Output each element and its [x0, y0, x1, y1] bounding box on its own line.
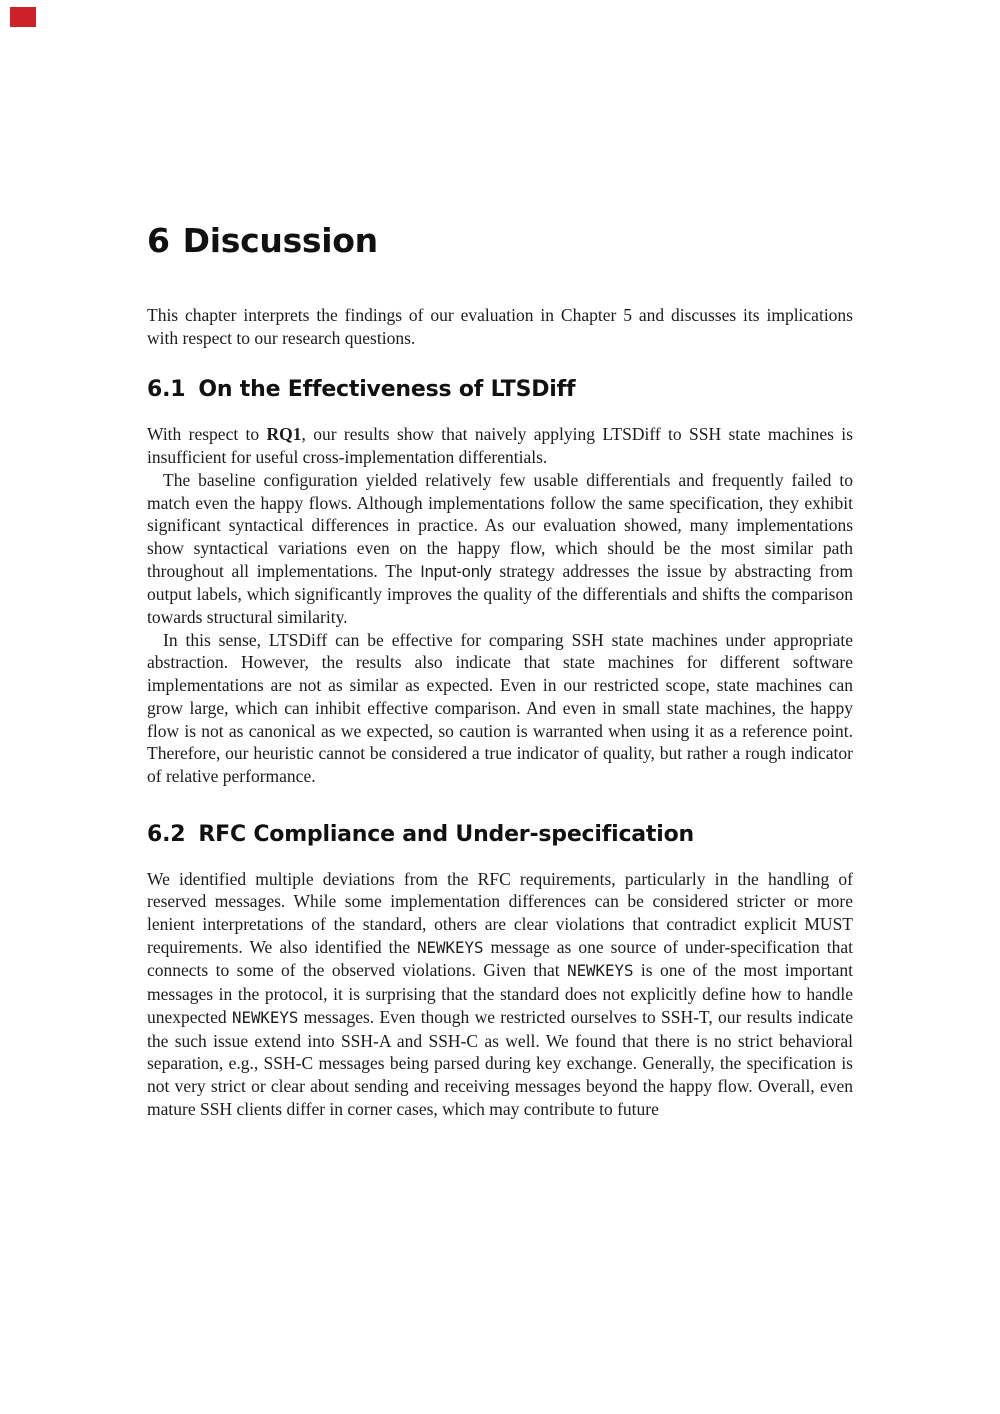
paragraph — [147, 868, 853, 1121]
section-title: RFC Compliance and Under-specification — [198, 821, 694, 847]
click-marker — [10, 7, 36, 27]
text-segment-sans: Input-only — [420, 562, 492, 581]
section-effectiveness-of-ltsdiff — [147, 376, 853, 787]
intro-paragraph: This chapter interprets the findings of our evaluation in Chapter 5 and discusses its implications with respect to our research questions. — [147, 305, 853, 348]
text-segment-mono: NEWKEYS — [231, 1007, 299, 1027]
text-segment: strategy addresses the issue by abstracting from output labels, which significantly improves the quality of the differentials and shifts the comparison towards structural similarity. — [147, 560, 853, 628]
chapter-title: Discussion — [182, 221, 378, 260]
section-heading — [147, 821, 853, 849]
section-heading — [147, 376, 853, 404]
chapter-number: 6 — [147, 221, 170, 260]
text-segment: We identified multiple deviations from the RFC requirements, particularly in the handling of reserved messages. While some implementation differences can be considered stricter or more lenient interpretations of the standard, others are clear violations that contradict explicit MUST requirements. We also identified the — [147, 868, 853, 957]
text-segment: In this sense, LTSDiff can be effective for comparing SSH state machines under appropriate abstraction. However, the results also indicate that state machines for different software implementations are not as similar as expected. Even in our restricted scope, state machines can grow large, which can inhibit effective comparison. And even in small state machines, the happy flow is not as canonical as we expected, so caution is warranted when using it as a reference point. Therefore, our heuristic cannot be considered a true indicator of quality, but rather a rough indicator of relative performance. — [147, 629, 853, 786]
chapter-heading — [147, 223, 853, 259]
text-segment: The baseline configuration yielded relatively few usable differentials and frequently failed to match even the happy flows. Although implementations follow the same specification, they exhibit significant syntactical differences in practice. As our evaluation showed, many implementations show syntactical variations even on the happy flow, which should be the most similar path throughout all implementations. The — [147, 469, 853, 581]
section-body — [147, 423, 853, 787]
section-rfc-compliance — [147, 821, 853, 1121]
paragraph — [147, 629, 853, 788]
text-segment-mono: NEWKEYS — [567, 961, 634, 981]
text-segment-mono: NEWKEYS — [417, 937, 484, 957]
text-segment: is one of the most important messages in the protocol, it is surprising that the standard does not explicitly define how to handle unexpected — [147, 960, 853, 1027]
section-title: On the Effectiveness of LTSDiff — [198, 377, 576, 403]
section-number: 6.2 — [147, 821, 186, 847]
text-segment: message as one source of under-specification that connects to some of the observed violations. Given that — [147, 936, 853, 981]
text-segment: , our results show that naively applying LTSDiff to SSH state machines is insufficient for useful cross-implementation differentials. — [147, 424, 853, 468]
text-segment: With respect to — [147, 424, 267, 445]
text-segment-bold: RQ1 — [266, 424, 302, 445]
section-number: 6.1 — [147, 377, 186, 403]
paragraph — [147, 423, 853, 468]
paragraph — [147, 469, 853, 629]
section-body — [147, 868, 853, 1121]
text-segment: messages. Even though we restricted ourselves to SSH-T, our results indicate the such issue extend into SSH-A and SSH-C as well. We found that there is no strict behavioral separation, e.g., SSH-C messages being parsed during key exchange. Generally, the specification is not very strict or clear about sending and receiving messages beyond the happy flow. Overall, even mature SSH clients differ in corner cases, which may contribute to future — [147, 1006, 853, 1119]
